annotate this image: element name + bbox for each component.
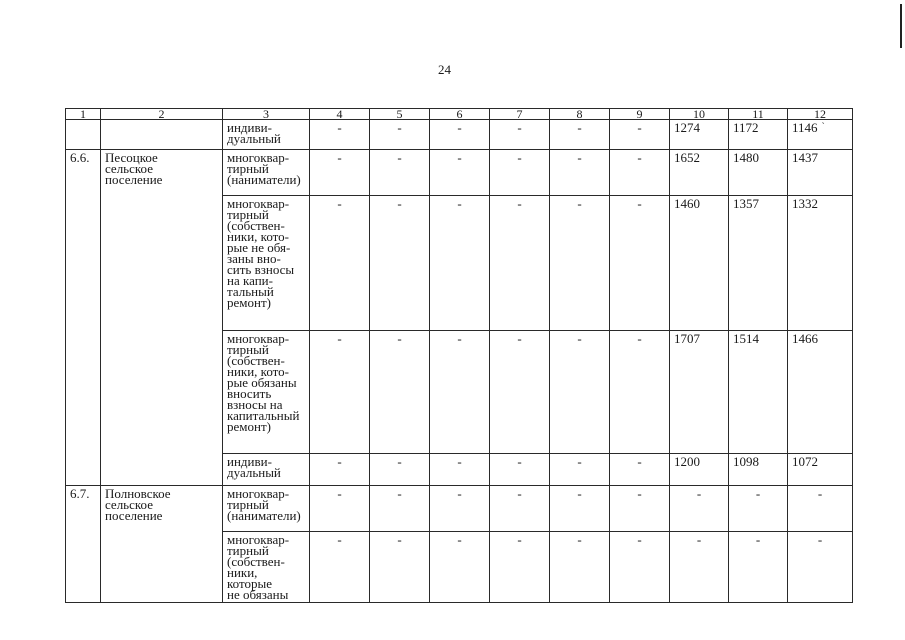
value-cell: 1098 <box>729 454 788 486</box>
value-cell: - <box>310 120 370 150</box>
value-cell: - <box>788 486 853 532</box>
value-cell: - <box>490 150 550 196</box>
value-cell: - <box>370 150 430 196</box>
value-cell: - <box>370 486 430 532</box>
value-cell: - <box>490 196 550 331</box>
value-cell: - <box>550 486 610 532</box>
value-cell: - <box>430 486 490 532</box>
column-header: 10 <box>670 109 729 120</box>
value-cell: 1332 <box>788 196 853 331</box>
margin-mark <box>900 4 902 48</box>
value-cell: - <box>310 196 370 331</box>
value-cell: - <box>610 331 670 454</box>
value-cell: - <box>430 454 490 486</box>
value-cell: - <box>430 532 490 603</box>
housing-type: многоквар- тирный (собствен- ники, которые не обязаны <box>223 532 310 603</box>
value-cell: 1707 <box>670 331 729 454</box>
value-cell: - <box>550 120 610 150</box>
value-cell: - <box>310 331 370 454</box>
value-cell: - <box>610 532 670 603</box>
value-cell: - <box>610 486 670 532</box>
value-cell: 1466 <box>788 331 853 454</box>
value-cell: - <box>550 150 610 196</box>
value-cell: 1274 <box>670 120 729 150</box>
value-cell: - <box>430 331 490 454</box>
value-cell: 1072 <box>788 454 853 486</box>
value-cell: - <box>430 150 490 196</box>
value-cell: - <box>550 454 610 486</box>
value-cell: - <box>729 532 788 603</box>
value-cell: - <box>670 486 729 532</box>
value-cell: - <box>370 120 430 150</box>
column-header: 5 <box>370 109 430 120</box>
row-number <box>66 120 101 150</box>
value-cell: - <box>610 454 670 486</box>
page-number: 24 <box>438 62 451 77</box>
value-text: 1146 <box>792 120 818 135</box>
column-header: 3 <box>223 109 310 120</box>
value-cell: - <box>370 331 430 454</box>
value-cell: - <box>670 532 729 603</box>
value-cell: - <box>370 196 430 331</box>
value-cell: - <box>490 532 550 603</box>
table-row <box>66 150 853 196</box>
table-row <box>66 486 853 532</box>
column-header: 6 <box>430 109 490 120</box>
settlement-name: Полновское сельское поселение <box>101 486 223 603</box>
column-header: 12 <box>788 109 853 120</box>
tariff-table <box>65 108 853 603</box>
value-cell: - <box>490 454 550 486</box>
column-header: 4 <box>310 109 370 120</box>
column-header: 11 <box>729 109 788 120</box>
value-cell <box>788 120 853 150</box>
settlement-name: Песоцкое сельское поселение <box>101 150 223 486</box>
value-cell: - <box>490 120 550 150</box>
header-row <box>66 109 853 120</box>
value-cell: - <box>430 196 490 331</box>
row-number: 6.6. <box>66 150 101 486</box>
value-cell: 1460 <box>670 196 729 331</box>
column-header: 1 <box>66 109 101 120</box>
stray-mark: ` <box>821 122 825 133</box>
value-cell: 1437 <box>788 150 853 196</box>
value-cell: - <box>788 532 853 603</box>
value-cell: 1480 <box>729 150 788 196</box>
housing-type: многоквар- тирный (наниматели) <box>223 486 310 532</box>
value-cell: - <box>550 196 610 331</box>
value-cell: - <box>310 150 370 196</box>
column-header: 2 <box>101 109 223 120</box>
value-cell: - <box>310 486 370 532</box>
housing-type: индиви- дуальный <box>223 120 310 150</box>
value-cell: - <box>610 150 670 196</box>
value-cell: 1200 <box>670 454 729 486</box>
value-cell: - <box>729 486 788 532</box>
value-cell: - <box>610 196 670 331</box>
value-cell: 1357 <box>729 196 788 331</box>
value-cell: - <box>370 454 430 486</box>
value-cell: 1514 <box>729 331 788 454</box>
value-cell: - <box>310 454 370 486</box>
value-cell: - <box>490 331 550 454</box>
value-cell: - <box>610 120 670 150</box>
value-cell: - <box>550 532 610 603</box>
value-cell: - <box>550 331 610 454</box>
housing-type: многоквар- тирный (наниматели) <box>223 150 310 196</box>
value-cell: 1172 <box>729 120 788 150</box>
housing-type: многоквар- тирный (собствен- ники, кото- рые не обя- заны вно- сить взносы на капи- тальный ремонт) <box>223 196 310 331</box>
value-cell: - <box>370 532 430 603</box>
row-number: 6.7. <box>66 486 101 603</box>
value-cell: - <box>430 120 490 150</box>
housing-type: многоквар- тирный (собствен- ники, кото- рые обязаны вносить взносы на капитальный ремонт) <box>223 331 310 454</box>
column-header: 7 <box>490 109 550 120</box>
column-header: 9 <box>610 109 670 120</box>
settlement-name <box>101 120 223 150</box>
housing-type: индиви- дуальный <box>223 454 310 486</box>
value-cell: - <box>490 486 550 532</box>
value-cell: - <box>310 532 370 603</box>
value-cell: 1652 <box>670 150 729 196</box>
column-header: 8 <box>550 109 610 120</box>
table-row <box>66 120 853 150</box>
